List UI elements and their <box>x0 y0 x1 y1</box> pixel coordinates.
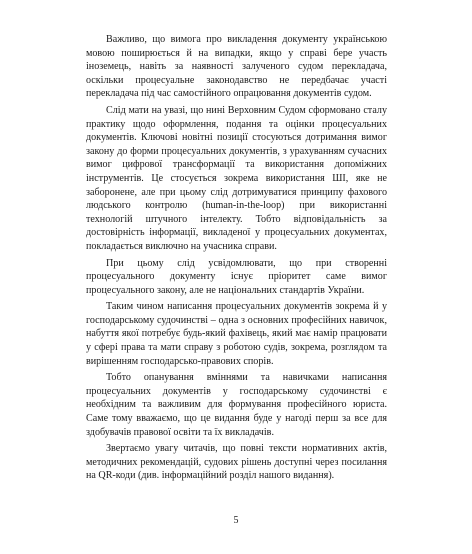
paragraph-qr-codes-note: Звертаємо увагу читачів, що повні тексти нормативних актів, методичних рекомендацій, судових рішень доступні через посилання на QR-коди (див. інформаційний розділ нашого видання). <box>86 443 387 482</box>
paragraph-publication-purpose: Тобто опанування вміннями та навичками написання процесуальних документів у господарському судочинстві є необхідним та важливим для формування професійного юриста. Саме тому вважаємо, що це видання буде у нагоді перш за все для здобувачів правової освіти та їх викладачів. <box>86 372 387 438</box>
paragraph-professional-skill: Таким чином написання процесуальних документів зокрема й у господарському судочинстві – одна з основних професійних навичок, набуття якої потребує будь-який фахівець, який має намір працювати у сфері права та мати справу з роботою судів, зокрема, розглядом та вирішенням господарсько-правових спорів. <box>86 301 387 367</box>
paragraph-procedural-priority: При цьому слід усвідомлювати, що при створенні процесуального документу існує пріоритет саме вимог процесуального закону, але не національних стандартів України. <box>86 257 387 296</box>
page-number: 5 <box>233 515 239 526</box>
paragraph-supreme-court-practice: Слід мати на увазі, що нині Верховним Судом сформовано сталу практику щодо оформлення, подання та оцінки процесуальних документів. Ключові новітні позиції стосуються дотримання вимог закону до форми процесуальних документів, з урахуванням сучасних вимог цифрової трансформації та використання допоміжних інструментів. Це стосується зокрема використання ШІ, яке не заборонене, але при цьому слід дотримуватися принципу фахового людського контролю (human-in-the-loop) при використанні технологій штучного інтелекту. Тобто відповідальність за достовірність інформації, викладеної у процесуальних документах, покладається виключно на учасника справи. <box>86 104 387 252</box>
page-body <box>86 33 387 486</box>
paragraph-language-requirement: Важливо, що вимога про викладення документу українською мовою поширюється й на випадки, якщо у справі бере участь іноземець, навіть за наявності залученого судом перекладача, оскільки процесуальне законодавство не передбачає участі перекладача під час самостійного опрацювання документів судом. <box>86 34 387 100</box>
